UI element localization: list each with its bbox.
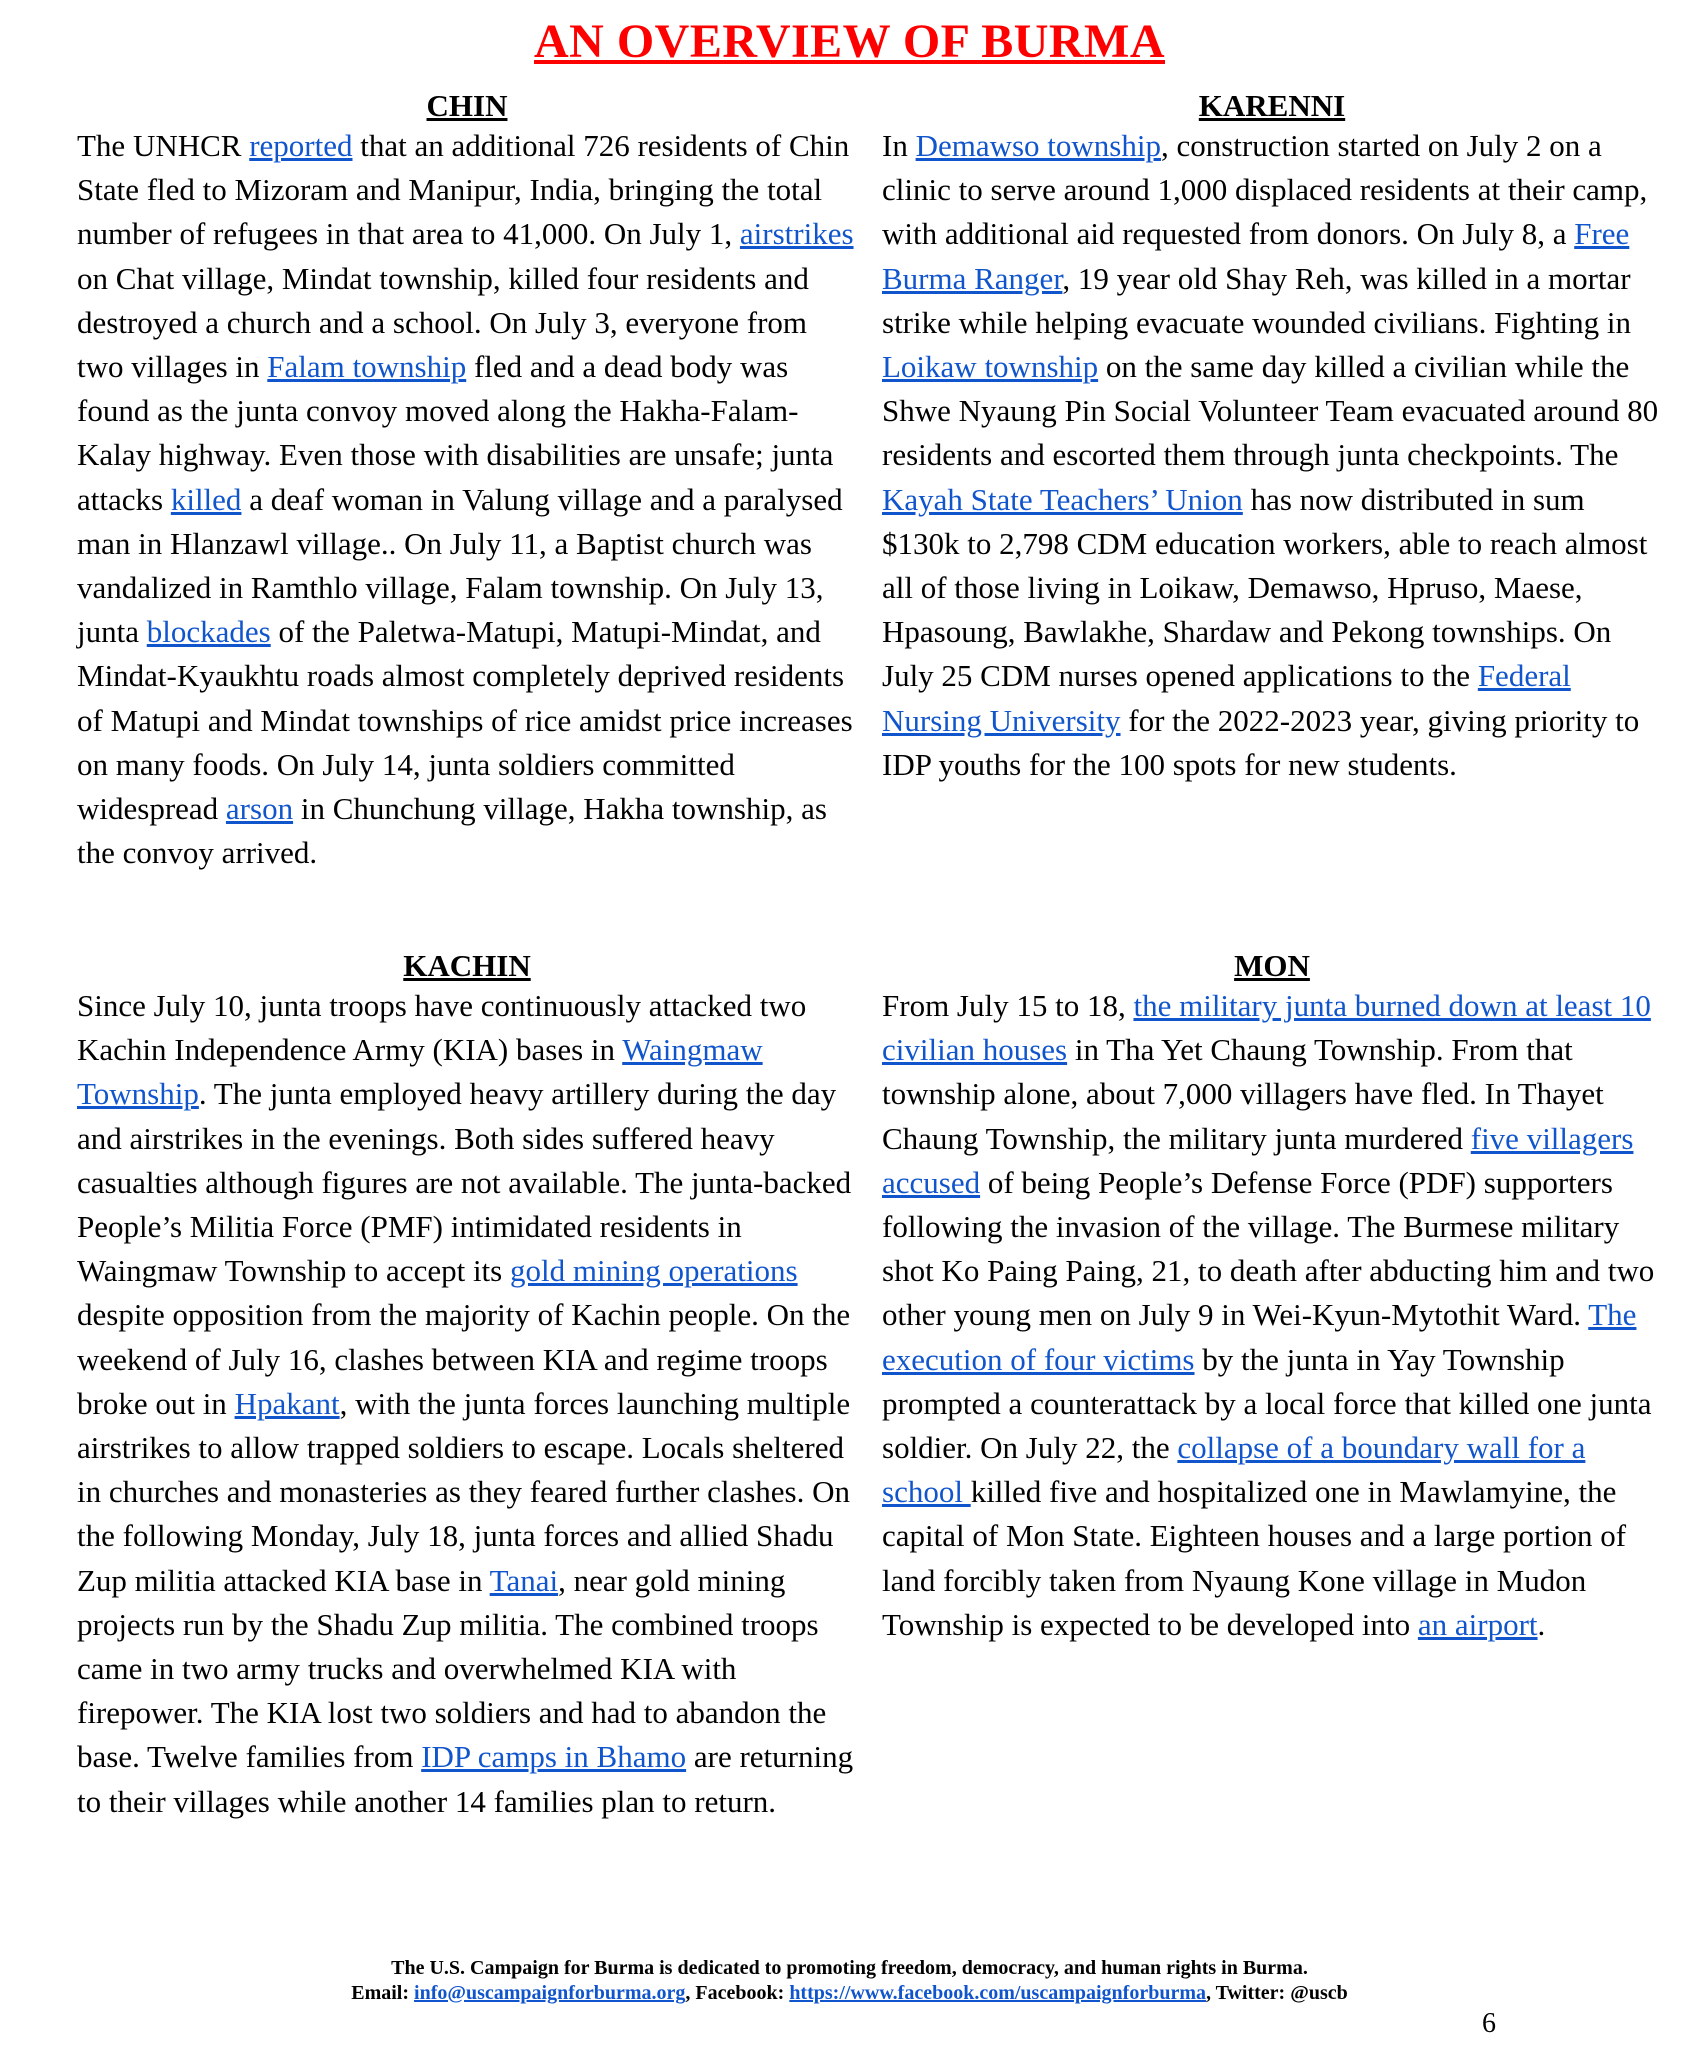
karenni-text: , 19 year old Shay Reh, was killed in a mortar strike while helping evacuate wounded civilians. Fighting in [882, 260, 1632, 340]
kachin-text: Since July 10, junta troops have continuously attacked two Kachin Independence Army (KIA) bases in [77, 988, 807, 1068]
kachin-link[interactable]: Waingmaw Township [77, 1032, 763, 1112]
section-karenni [882, 88, 1662, 787]
page-title: AN OVERVIEW OF BURMA [534, 15, 1165, 68]
section-heading-kachin: KACHIN [403, 948, 531, 983]
karenni-link[interactable]: Free Burma Ranger [882, 216, 1630, 296]
mon-link[interactable]: The execution of four victims [882, 1297, 1637, 1377]
chin-text: The UNHCR [77, 128, 250, 163]
karenni-link[interactable]: Demawso township [915, 128, 1161, 163]
karenni-text: In [882, 128, 916, 163]
karenni-link[interactable]: Loikaw township [882, 349, 1099, 385]
section-kachin [77, 948, 857, 1824]
page-number: 6 [1482, 2008, 1496, 2039]
footer-mission: The U.S. Campaign for Burma is dedicated to promoting freedom, democracy, and human rights in Burma. [391, 1957, 1308, 1979]
chin-link[interactable]: Falam township [267, 349, 467, 385]
mon-text: From July 15 to 18, [882, 988, 1134, 1023]
section-chin [77, 88, 857, 875]
kachin-text: . The junta employed heavy artillery during the day and airstrikes in the evenings. Both sides suffered heavy casualties although figures are not available. The junta-backed People’s Militia Force (PMF) intimidated residents in Waingmaw Township to accept its [77, 1076, 852, 1289]
kachin-text: , near gold mining projects run by the Shadu Zup militia. The combined troops came in two army trucks and overwhelmed KIA with firepower. The KIA lost two soldiers and had to abandon the base. Twelve families from [77, 1562, 827, 1775]
karenni-text: on the same day killed a civilian while the Shwe Nyaung Pin Social Volunteer Team evacuated around 80 residents and escorted them through junta checkpoints. The [882, 349, 1659, 473]
footer-email-link[interactable]: info@uscampaignforburma.org [414, 1982, 686, 2004]
section-body-mon [882, 984, 1662, 1647]
section-heading-mon: MON [1234, 948, 1310, 983]
mon-text: by the junta in Yay Township prompted a counterattack by a local force that killed one junta soldier. On July 22, the [882, 1341, 1652, 1466]
kachin-text: are returning to their villages while another 14 families plan to return. [77, 1739, 854, 1819]
section-body-kachin [77, 984, 857, 1824]
chin-text: of the Paletwa-Matupi, Matupi-Mindat, and Mindat-Kyaukhtu roads almost completely deprived residents of Matupi and Mindat townships of rice amidst price increases on many foods. On July 14, junta soldiers committed widespread [77, 614, 853, 827]
footer-facebook-label: , Facebook: [685, 1982, 790, 2004]
footer-email-label: Email: [351, 1982, 415, 2004]
footer-twitter-label: , Twitter: [1205, 1982, 1291, 2004]
chin-link[interactable]: airstrikes [739, 216, 854, 252]
section-heading-karenni: KARENNI [1198, 88, 1346, 123]
footer [0, 1956, 1699, 2006]
chin-text: in Chunchung village, Hakha township, as the convoy arrived. [77, 791, 827, 871]
footer-twitter-handle: @uscb [1290, 1982, 1348, 2004]
kachin-link[interactable]: Tanai [489, 1562, 559, 1598]
chin-link[interactable]: reported [249, 128, 353, 163]
chin-text: fled and a dead body was found as the junta convoy moved along the Hakha-Falam-Kalay highway. Even those with disabilities are unsafe; junta attacks [77, 349, 834, 517]
section-body-karenni [882, 124, 1662, 787]
section-body-chin [77, 124, 857, 875]
mon-text: killed five and hospitalized one in Mawlamyine, the capital of Mon State. Eighteen houses and a large portion of land forcibly taken from Nyaung Kone village in Mudon Township is expected to be developed into [882, 1474, 1627, 1642]
chin-link[interactable]: killed [170, 481, 242, 517]
kachin-link[interactable]: gold mining operations [510, 1253, 798, 1289]
footer-contact [0, 1981, 1699, 2006]
mon-link[interactable]: the military junta burned down at least 10 civilian houses [882, 988, 1651, 1068]
karenni-link[interactable]: Kayah State Teachers’ Union [882, 481, 1243, 517]
karenni-text: for the 2022-2023 year, giving priority to IDP youths for the 100 spots for new students. [882, 702, 1640, 782]
chin-text: on Chat village, Mindat township, killed four residents and destroyed a church and a school. On July 3, everyone from two villages in [77, 260, 809, 385]
karenni-link[interactable]: Federal Nursing University [882, 658, 1571, 738]
mon-link[interactable]: five villagers accused [882, 1120, 1634, 1200]
kachin-link[interactable]: IDP camps in Bhamo [421, 1739, 687, 1775]
chin-link[interactable]: arson [225, 791, 294, 827]
chin-text: a deaf woman in Valung village and a paralysed man in Hlanzawl village.. On July 11, a Baptist church was vandalized in Ramthlo village, Falam township. On July 13, junta [77, 481, 843, 650]
mon-link[interactable]: collapse of a boundary wall for a school [882, 1430, 1586, 1510]
karenni-text: has now distributed in sum $130k to 2,798 CDM education workers, able to reach almost all of those living in Loikaw, Demawso, Hpruso, Maese, Hpasoung, Bawlakhe, Shardaw and Pekong townships. On July 25 CDM nurses opened applications to the [882, 481, 1648, 694]
chin-text: that an additional 726 residents of Chin State fled to Mizoram and Manipur, India, bringing the total number of refugees in that area to 41,000. On July 1, [77, 128, 850, 252]
mon-text: of being People’s Defense Force (PDF) supporters following the invasion of the village. The Burmese military shot Ko Paing Paing, 21, to death after abducting him and two other young men on July 9 in Wei-Kyun-Mytothit Ward. [882, 1164, 1655, 1333]
mon-text: . [1537, 1606, 1546, 1642]
kachin-link[interactable]: Hpakant [234, 1385, 340, 1421]
mon-link[interactable]: an airport [1417, 1606, 1538, 1642]
mon-text: in Tha Yet Chaung Township. From that township alone, about 7,000 villagers have fled. In Thayet Chaung Township, the military junta murdered [882, 1032, 1604, 1156]
kachin-text: despite opposition from the majority of Kachin people. On the weekend of July 16, clashes between KIA and regime troops broke out in [77, 1297, 851, 1421]
section-heading-chin: CHIN [426, 88, 508, 123]
chin-link[interactable]: blockades [146, 614, 271, 650]
karenni-text: , construction started on July 2 on a clinic to serve around 1,000 displaced residents at their camp, with additional aid requested from donors. On July 8, a [882, 128, 1648, 252]
kachin-text: , with the junta forces launching multiple airstrikes to allow trapped soldiers to escape. Locals sheltered in churches and monasteries as they feared further clashes. On the following Monday, July 18, junta forces and allied Shadu Zup militia attacked KIA base in [77, 1385, 851, 1598]
section-mon [882, 948, 1662, 1647]
footer-facebook-link[interactable]: https://www.facebook.com/uscampaignforburma [789, 1982, 1206, 2004]
